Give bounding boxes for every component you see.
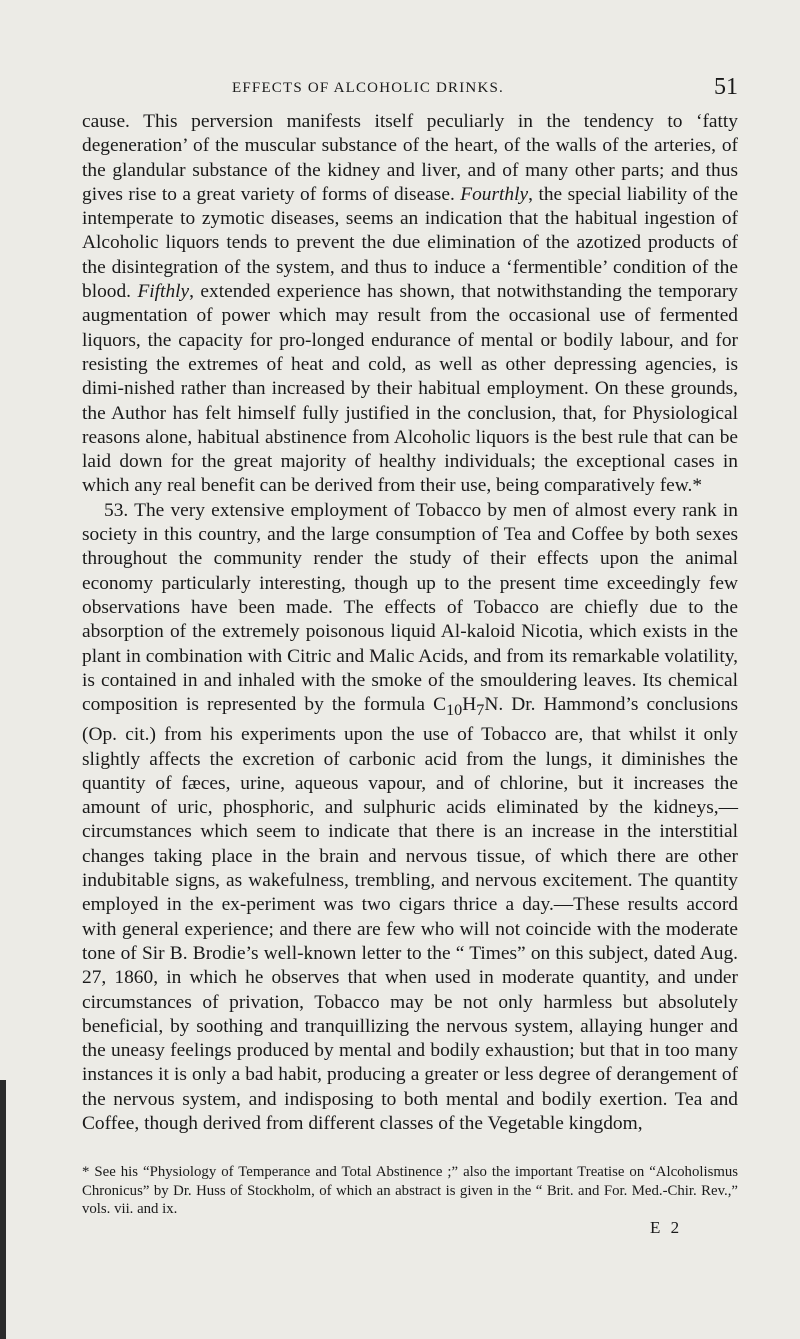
page-number: 51	[714, 74, 738, 100]
signature-mark: E 2	[650, 1218, 683, 1237]
paragraph-fatty-degeneration: cause. This perversion manifests itself peculiarly in the tendency to ‘fatty degeneration’ of the muscular substance of the heart, of the walls of the arteries, of the glandular substance of the kidney and liver, and of many other parts; and thus gives rise to a great variety of forms of disease. Fourthly, the special liability of the intemperate to zymotic diseases, seems an indication that the habitual ingestion of Alcoholic liquors tends to prevent the due elimination of the azotized products of the disintegration of the system, and thus to induce a ‘fermentible’ condition of the blood. Fifthly, extended experience has shown, that notwithstanding the temporary augmentation of power which may result from the occasional use of fermented liquors, the capacity for pro-longed endurance of mental or bodily labour, and for resisting the extremes of heat and cold, as well as other depressing agencies, is dimi-nished rather than increased by their habitual employment. On these grounds, the Author has felt himself fully justified in the conclusion, that, for Physiological reasons alone, habitual abstinence from Alcoholic liquors is the best rule that can be laid down for the great majority of healthy individuals; the exceptional cases in which any real benefit can be derived from their use, being comparatively few.*	[82, 111, 738, 497]
page-edge-shadow	[0, 1080, 6, 1339]
fifthly-italic: Fifthly	[137, 281, 190, 303]
fourthly-italic: Fourthly	[460, 183, 529, 205]
formula-subscript-carbon: 10	[446, 702, 463, 719]
body-text	[82, 110, 738, 1136]
footnote: * See his “Physiology of Temperance and Total Abstinence ;” also the important Treatise on “Alcoholismus Chronicus” by Dr. Huss of Stockholm, of which an abstract is given in the “ Brit. and For. Med.-Chir. Rev.,” vols. vii. and ix.	[82, 1164, 738, 1217]
paragraph-53-tobacco: 53. The very extensive employment of Tobacco by men of almost every rank in society in this country, and the large consumption of Tea and Coffee by both sexes throughout the community render the study of their effects upon the animal economy particularly interesting, though up to the present time exceedingly few observations have been made. The effects of Tobacco are chiefly due to the absorption of the extremely poisonous liquid Al-kaloid Nicotia, which exists in the plant in combination with Citric and Malic Acids, and from its remarkable volatility, is contained in and inhaled with the smoke of the smouldering leaves. Its chemical composition is represented by the formula $C_{10}H_7N$. Dr. Hammond’s conclusions (Op. cit.) from his experiments upon the use of Tobacco are, that whilst it only slightly affects the excretion of carbonic acid from the lungs, it diminishes the quantity of fæces, urine, aqueous vapour, and of chlorine, but it increases the amount of uric, phosphoric, and sulphuric acids eliminated by the kidneys,—circumstances which seem to indicate that there is an increase in the interstitial changes taking place in the brain and nervous tissue, of which there are other indubitable signs, as wakefulness, trembling, and nervous excitement. The quantity employed in the ex-periment was two cigars thrice a day.—These results accord with general experience; and there are few who will not coincide with the moderate tone of Sir B. Brodie’s well-known letter to the “ Times” on this subject, dated Aug. 27, 1860, in which he observes that when used in moderate quantity, and under circumstances of privation, Tobacco may be not only harmless but absolutely beneficial, by soothing and tranquillizing the nervous system, allaying hunger and the uneasy feelings produced by mental and bodily exhaustion; but that in too many instances it is only a bad habit, producing a greater or less degree of derangement of the nervous system, and indisposing to both mental and bodily exertion. Tea and Coffee, though derived from different classes of the Vegetable kingdom,	[82, 499, 738, 1135]
running-title: EFFECTS OF ALCOHOLIC DRINKS.	[232, 80, 504, 96]
running-head	[82, 74, 738, 104]
formula-subscript-hydrogen: 7	[476, 702, 485, 719]
